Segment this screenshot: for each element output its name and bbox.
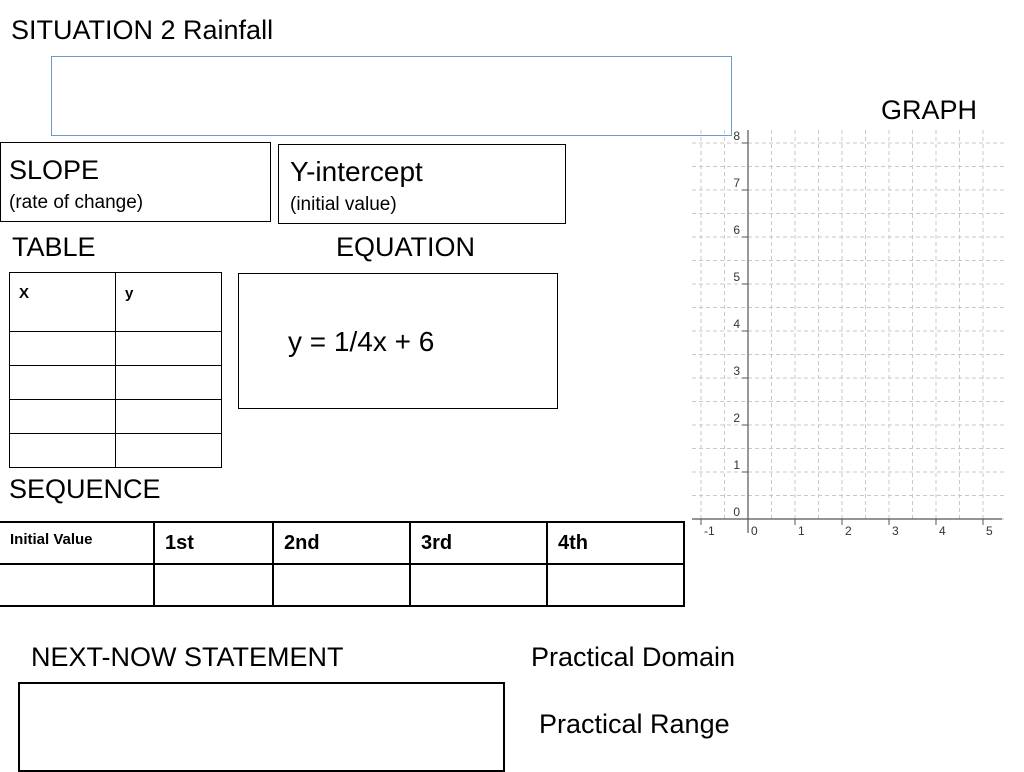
- x-tick-label: 0: [751, 524, 758, 538]
- y-tick-label: 1: [733, 458, 740, 472]
- equation-text: y = 1/4x + 6: [288, 326, 435, 357]
- slope-label: SLOPE: [9, 155, 100, 185]
- x-tick-label: 1: [798, 524, 805, 538]
- y-tick-label: 8: [733, 130, 740, 143]
- x-tick-label: 2: [845, 524, 852, 538]
- sequence-table: [0, 521, 685, 607]
- y-intercept-sublabel: (initial value): [290, 194, 397, 215]
- sequence-cell[interactable]: [0, 564, 154, 606]
- next-now-title: NEXT-NOW STATEMENT: [31, 642, 344, 672]
- table-cell[interactable]: [116, 434, 222, 468]
- sequence-cell[interactable]: [273, 564, 410, 606]
- sequence-cell[interactable]: [547, 564, 684, 606]
- sequence-header-initial: Initial Value: [0, 522, 154, 564]
- table-row: [10, 332, 222, 366]
- table-cell[interactable]: [116, 366, 222, 400]
- y-tick-label: 3: [733, 364, 740, 378]
- sequence-header-1st: 1st: [154, 522, 273, 564]
- sequence-cell[interactable]: [154, 564, 273, 606]
- sequence-header-4th: 4th: [547, 522, 684, 564]
- x-tick-label: 5: [986, 524, 993, 538]
- table-header-x: X: [10, 273, 116, 332]
- coordinate-graph: [692, 130, 1004, 550]
- page-title: SITUATION 2 Rainfall: [11, 15, 274, 45]
- table-row: [10, 366, 222, 400]
- xy-table: [9, 272, 222, 468]
- table-cell[interactable]: [10, 332, 116, 366]
- slope-sublabel: (rate of change): [9, 192, 144, 213]
- sequence-header-row: [0, 522, 684, 564]
- sequence-header-2nd: 2nd: [273, 522, 410, 564]
- table-row: [10, 400, 222, 434]
- y-tick-label: 0: [733, 505, 740, 519]
- x-tick-label: 4: [939, 524, 946, 538]
- y-tick-label: 5: [733, 270, 740, 284]
- sequence-cell[interactable]: [410, 564, 547, 606]
- table-title: TABLE: [12, 232, 96, 262]
- y-intercept-label: Y-intercept: [290, 156, 423, 187]
- y-tick-label: 7: [733, 176, 740, 190]
- x-tick-label: -1: [704, 524, 715, 538]
- table-cell[interactable]: [10, 400, 116, 434]
- equation-title: EQUATION: [336, 232, 476, 262]
- table-row: [10, 434, 222, 468]
- table-cell[interactable]: [10, 434, 116, 468]
- table-header-row: [10, 273, 222, 332]
- table-cell[interactable]: [116, 400, 222, 434]
- y-tick-label: 6: [733, 223, 740, 237]
- table-header-y: y: [116, 273, 222, 332]
- situation-description-box[interactable]: [51, 56, 732, 136]
- sequence-header-3rd: 3rd: [410, 522, 547, 564]
- y-tick-label: 2: [733, 411, 740, 425]
- sequence-title: SEQUENCE: [9, 474, 161, 504]
- table-cell[interactable]: [10, 366, 116, 400]
- table-cell[interactable]: [116, 332, 222, 366]
- sequence-value-row: [0, 564, 684, 606]
- practical-domain-label: Practical Domain: [531, 642, 736, 672]
- next-now-box[interactable]: [18, 682, 505, 772]
- graph-title: GRAPH: [881, 95, 978, 125]
- y-tick-label: 4: [733, 317, 740, 331]
- x-tick-label: 3: [892, 524, 899, 538]
- practical-range-label: Practical Range: [539, 709, 730, 739]
